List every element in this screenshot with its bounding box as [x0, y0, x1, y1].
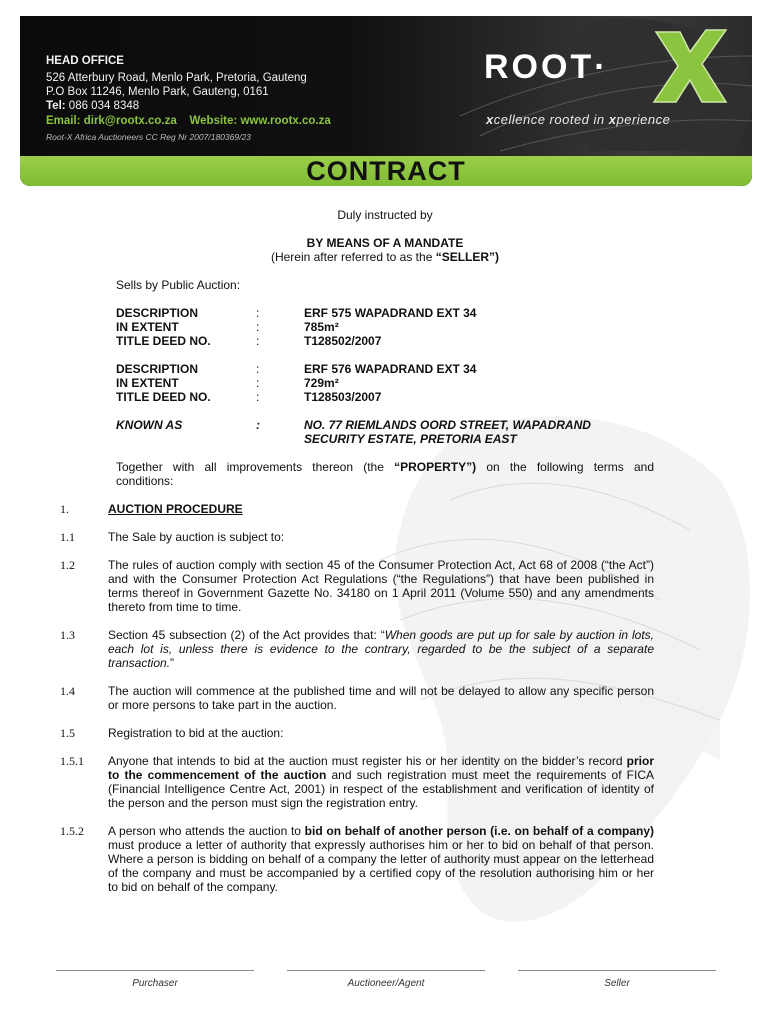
known-as-label: KNOWN AS [116, 418, 183, 432]
email-label: Email: [46, 115, 81, 127]
clause-number: 1.1 [60, 530, 75, 544]
property-term: “PROPERTY”) [394, 460, 477, 474]
clause-1-3-close: ” [170, 656, 175, 670]
property-value: 785m² [304, 320, 339, 334]
clause-1-3 [108, 628, 654, 670]
clause-1-5-2-rest: must produce a letter of authority that expressly authorises him or her to bid on behalf of that person. Where a person is bidding on behalf of a company the letter of authority must appear on the letterhead of the company and must be accompanied by a certified copy of the resolution authorising him or her to bid on behalf of the company. [108, 838, 654, 894]
seller-label: Seller [604, 978, 630, 989]
purchaser-label: Purchaser [132, 978, 178, 989]
together-text: Together with all improvements thereon (the [116, 460, 395, 474]
tagline-part1: cellence rooted in [493, 112, 609, 127]
clause-1-4: The auction will commence at the published time and will not be delayed to allow any specific person or more persons to take part in the auction. [108, 684, 654, 712]
rootx-logo [484, 48, 609, 88]
logo-x-icon [650, 26, 730, 106]
seller-term: “SELLER”) [435, 250, 500, 264]
logo-text: ROOT· [484, 48, 609, 86]
colon: : [256, 418, 260, 432]
section-number: 1. [60, 502, 69, 516]
clause-number: 1.4 [60, 684, 75, 698]
colon: : [256, 376, 260, 390]
property-label: DESCRIPTION [116, 306, 199, 320]
tagline-x1: x [486, 112, 494, 127]
duly-instructed: Duly instructed by [337, 208, 433, 222]
clause-1-5-2 [108, 824, 654, 894]
clause-1-5-2-text: A person who attends the auction to [108, 824, 305, 838]
clause-number: 1.5 [60, 726, 75, 740]
clause-1-2: The rules of auction comply with section 45 of the Consumer Protection Act, Act 68 of 2008 (“the Act”) and with the Consumer Protection Act Regulations (“the Regulations”) that have been published in terms thereof in Government Gazette No. 34180 on 1 April 2011 (Volume 550) and any amendments thereto from time to time. [108, 558, 654, 614]
clause-1-5-1-text: Anyone that intends to bid at the auction must register his or her identity on the bidder’s record [108, 754, 627, 768]
tel-label: Tel: [46, 100, 66, 112]
mandate-heading: BY MEANS OF A MANDATE [306, 236, 464, 250]
property-value: ERF 576 WAPADRAND EXT 34 [304, 362, 477, 376]
website-link[interactable]: www.rootx.co.za [240, 115, 331, 127]
colon: : [256, 306, 260, 320]
auctioneer-label: Auctioneer/Agent [347, 978, 425, 989]
seller-definition [0, 250, 770, 264]
document-title: CONTRACT [306, 156, 466, 186]
seller-definition-text: (Herein after referred to as the [270, 250, 436, 264]
clause-1-1: The Sale by auction is subject to: [108, 530, 285, 544]
sells-by-auction: Sells by Public Auction: [116, 278, 241, 292]
address-line-2: P.O Box 11246, Menlo Park, Gauteng, 0161 [46, 86, 269, 98]
auctioneer-signature-line[interactable] [287, 970, 485, 971]
property-value: T128503/2007 [304, 390, 382, 404]
tagline-x2: x [608, 112, 617, 127]
tagline-part2: perience [616, 112, 671, 127]
seller-signature-line[interactable] [518, 970, 716, 971]
address-line-1: 526 Atterbury Road, Menlo Park, Pretoria, Gauteng [46, 72, 307, 84]
email-link[interactable]: dirk@rootx.co.za [83, 115, 177, 127]
clause-1-5-1-emphasis: prior to the commencement of the auction [108, 754, 654, 782]
letterhead-banner [20, 16, 752, 186]
colon: : [256, 390, 260, 404]
clause-1-5-2-emphasis: bid on behalf of another person (i.e. on behalf of a company) [304, 824, 654, 838]
head-office-label: HEAD OFFICE [46, 55, 124, 67]
property-label: DESCRIPTION [116, 362, 199, 376]
property-label: IN EXTENT [116, 376, 179, 390]
property-value: T128502/2007 [304, 334, 382, 348]
clause-1-5-1 [108, 754, 654, 810]
registration-number: Root-X Africa Auctioneers CC Reg Nr 2007/180369/23 [46, 132, 251, 142]
colon: : [256, 334, 260, 348]
tel-number: 086 034 8348 [68, 100, 140, 112]
property-label: TITLE DEED NO. [116, 390, 211, 404]
purchaser-signature-line[interactable] [56, 970, 254, 971]
contact-line [46, 114, 331, 129]
telephone [46, 99, 139, 114]
property-value: 729m² [304, 376, 339, 390]
clause-1-5-1-rest: and such registration must meet the requirements of FICA (Financial Intelligence Centre Act, 2001) in respect of the establishment and verification of identity of the person and the person must sign the registration entry. [108, 768, 654, 810]
colon: : [256, 362, 260, 376]
known-as-address-line-2: SECURITY ESTATE, PRETORIA EAST [304, 432, 517, 446]
tagline [486, 112, 670, 127]
together-with-line-2: conditions: [116, 474, 174, 488]
clause-1-3-intro: Section 45 subsection (2) of the Act provides that: “ [108, 628, 385, 642]
clause-1-5: Registration to bid at the auction: [108, 726, 284, 740]
colon: : [256, 320, 260, 334]
property-label: IN EXTENT [116, 320, 179, 334]
clause-1-3-quote: When goods are put up for sale by auction in lots, each lot is, unless there is evidence to the contrary, regarded to be the subject of a separate transaction. [108, 628, 654, 670]
clause-number: 1.5.1 [60, 754, 84, 768]
property-label: TITLE DEED NO. [116, 334, 211, 348]
website-label: Website: [189, 115, 238, 127]
clause-number: 1.3 [60, 628, 75, 642]
clause-number: 1.5.2 [60, 824, 84, 838]
together-text-post: on the following terms and [476, 460, 654, 474]
property-value: ERF 575 WAPADRAND EXT 34 [304, 306, 477, 320]
together-with-line-1 [116, 460, 654, 474]
known-as-address-line-1: NO. 77 RIEMLANDS OORD STREET, WAPADRAND [304, 418, 591, 432]
section-heading: AUCTION PROCEDURE [108, 502, 243, 516]
clause-number: 1.2 [60, 558, 75, 572]
